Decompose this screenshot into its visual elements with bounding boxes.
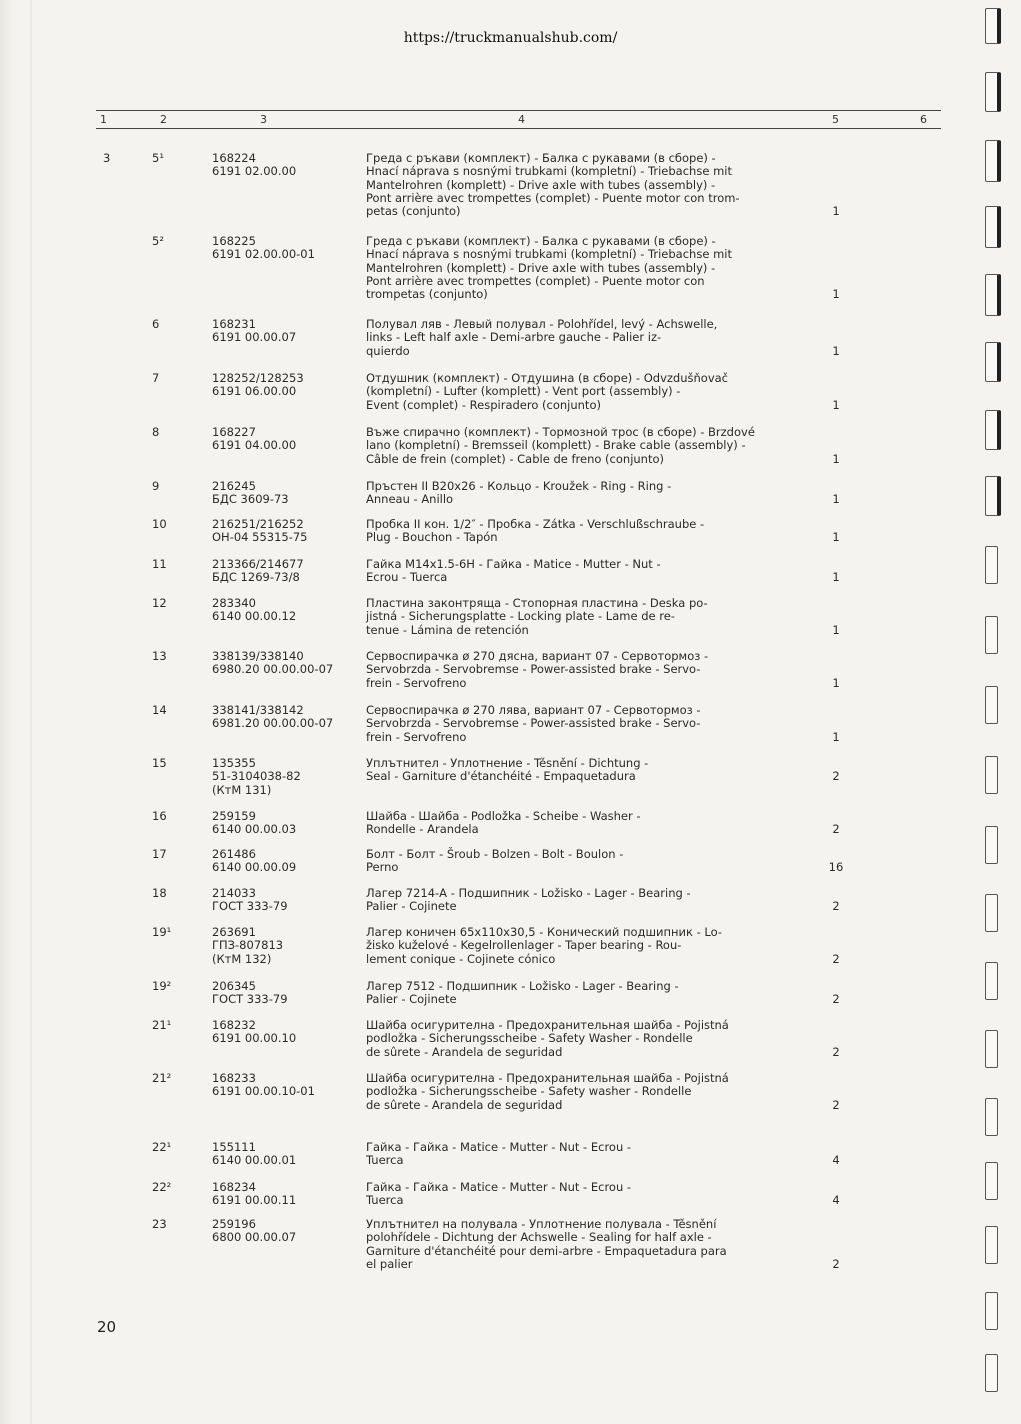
description-line: Лагер 7512 - Подшипник - Ložisko - Lager - Bearing - — [366, 979, 679, 993]
part-number-line: 283340 — [212, 596, 256, 610]
position-number: 22¹ — [152, 1140, 172, 1154]
part-number-line: ГПЗ-807813 — [212, 938, 284, 953]
part-number — [212, 980, 288, 1007]
part-number — [212, 1072, 315, 1099]
part-number-line: 6140 00.00.09 — [212, 860, 297, 875]
quantity: 2 — [832, 1044, 840, 1059]
description-line: Сервоспирачка ø 270 лява, вариант 07 - Сервотормоз - — [366, 703, 701, 717]
description-line: Гайка - Гайка - Matice - Mutter - Nut - Ecrou - — [366, 1140, 632, 1154]
part-number-line: 6980.20 00.00.00-07 — [212, 662, 334, 677]
part-number-line: 338139/338140 — [212, 649, 304, 663]
description-line: Пластина законтряща - Стопорная пластина - Deska po- — [366, 596, 708, 610]
description-line: petas (conjunto) — [366, 204, 461, 219]
part-number — [212, 810, 296, 837]
description-line: polohřídele - Dichtung der Achswelle - Sealing for half axle - — [366, 1230, 712, 1245]
index-tab — [985, 616, 998, 654]
part-description — [366, 426, 802, 466]
part-number-line: 168224 — [212, 151, 256, 165]
part-number — [212, 597, 296, 624]
quantity: 1 — [832, 492, 840, 507]
part-description — [366, 810, 802, 837]
position-number: 21² — [152, 1071, 172, 1085]
part-number — [212, 704, 333, 731]
position-number: 9 — [152, 479, 160, 493]
part-number-line: ОН-04 55315-75 — [212, 530, 308, 545]
part-number-line: 216251/216252 — [212, 517, 304, 531]
quantity: 1 — [832, 287, 840, 302]
part-number — [212, 480, 289, 507]
description-line: jistná - Sicherungsplatte - Locking plate - Lame de re- — [366, 609, 675, 624]
description-line: Pont arrière avec trompettes (complet) - Puente motor con — [366, 273, 705, 288]
quantity: 2 — [832, 899, 840, 914]
part-number-line: 216245 — [212, 479, 256, 493]
part-description — [366, 1141, 802, 1168]
index-tab — [985, 1292, 998, 1330]
part-number-line: 263691 — [212, 925, 256, 939]
position-number: 13 — [152, 649, 167, 663]
description-line: Hnací náprava s nosnými trubkami (kompletní) - Triebachse mit — [366, 247, 732, 262]
part-number-line: 6191 02.00.00-01 — [212, 247, 315, 262]
description-line: trompetas (conjunto) — [366, 287, 488, 302]
description-line: de sûrete - Arandela de seguridad — [366, 1044, 563, 1059]
description-line: Сервоспирачка ø 270 дясна, вариант 07 - Сервотормоз - — [366, 649, 709, 663]
part-number-line: 168231 — [212, 317, 256, 331]
index-tab — [985, 1354, 998, 1392]
quantity: 2 — [832, 1097, 840, 1112]
description-line: quierdo — [366, 343, 410, 358]
part-number — [212, 1019, 296, 1046]
description-line: Tuerca — [366, 1153, 404, 1168]
position-number: 11 — [152, 557, 167, 571]
part-number-line: 51-3104038-82 — [212, 769, 301, 784]
description-line: tenue - Lámina de retención — [366, 622, 529, 637]
part-number-line: 214033 — [212, 886, 256, 900]
description-line: žisko kuželové - Kegelrollenlager - Taper bearing - Rou- — [366, 938, 682, 953]
part-number-line: 259159 — [212, 809, 256, 823]
part-number-line: 6140 00.00.03 — [212, 822, 297, 837]
index-tab — [985, 1162, 998, 1200]
description-line: Ecrou - Tuerca — [366, 570, 448, 585]
part-number-line: 135355 — [212, 756, 256, 770]
description-line: Болт - Болт - Šroub - Bolzen - Bolt - Boulon - — [366, 847, 624, 861]
page-edge-line — [30, 0, 32, 1424]
part-number-line: 168227 — [212, 425, 256, 439]
description-line: Servobrzda - Servobremse - Power-assisted brake - Servo- — [366, 662, 701, 677]
description-line: Rondelle - Arandela — [366, 822, 479, 837]
description-line: Пробка II кон. 1/2″ - Пробка - Zátka - Verschlußschraube - — [366, 517, 705, 531]
part-number-line: ГОСТ 333-79 — [212, 899, 288, 914]
part-number-line: БДС 3609-73 — [212, 492, 289, 507]
part-number — [212, 318, 296, 345]
part-number-line: 6191 00.00.07 — [212, 330, 297, 345]
description-line: Mantelrohren (komplett) - Drive axle with tubes (assembly) - — [366, 177, 716, 192]
description-line: Греда с ръкави (комплект) - Балка с рукавами (в сборе) - — [366, 151, 716, 165]
description-line: de sûrete - Arandela de seguridad — [366, 1097, 563, 1112]
quantity: 1 — [832, 675, 840, 690]
position-number: 15 — [152, 756, 167, 770]
description-line: Pont arrière avec trompettes (complet) - Puente motor con trom- — [366, 190, 740, 205]
quantity: 2 — [832, 1256, 840, 1271]
part-number-line: БДС 1269-73/8 — [212, 570, 300, 585]
part-description — [366, 597, 802, 637]
part-number-line: 338141/338142 — [212, 703, 304, 717]
index-tab — [985, 962, 998, 1000]
part-number-line: 6800 00.00.07 — [212, 1230, 297, 1245]
quantity: 1 — [832, 530, 840, 545]
position-number: 17 — [152, 847, 167, 861]
description-line: el palier — [366, 1256, 413, 1271]
description-line: Seal - Garniture d'étanchéité - Empaquetadura — [366, 769, 636, 784]
part-number — [212, 887, 288, 914]
description-line: Шайба осигурителна - Предохранительная шайба - Pojistná — [366, 1018, 729, 1032]
index-tab — [985, 72, 1001, 112]
part-number-line: (КтМ 131) — [212, 782, 272, 797]
quantity: 1 — [832, 729, 840, 744]
part-description — [366, 1072, 802, 1112]
position-number: 19¹ — [152, 925, 172, 939]
source-url[interactable]: https://truckmanualshub.com/ — [403, 30, 618, 46]
part-number-line: 6191 00.00.11 — [212, 1193, 297, 1208]
description-line: Plug - Bouchon - Tapón — [366, 530, 498, 545]
table-header-top-rule — [96, 110, 941, 111]
description-line: Garniture d'étanchéité pour demi-arbre - Empaquetadura para — [366, 1243, 727, 1258]
part-number — [212, 558, 304, 585]
position-number: 19² — [152, 979, 172, 993]
position-number: 10 — [152, 517, 167, 531]
description-line: Въже спирачно (комплект) - Тормозной трос (в сборе) - Brzdové — [366, 425, 755, 439]
index-tab — [985, 410, 1001, 450]
part-number-line: 6191 06.00.00 — [212, 384, 297, 399]
part-description — [366, 152, 802, 218]
part-description — [366, 518, 802, 545]
part-number-line: 168232 — [212, 1018, 256, 1032]
quantity: 1 — [832, 570, 840, 585]
description-line: lano (kompletní) - Bremsseil (komplett) - Brake cable (assembly) - — [366, 438, 746, 453]
part-number-line: 6981.20 00.00.00-07 — [212, 716, 334, 731]
part-description — [366, 318, 802, 358]
description-line: Tuerca — [366, 1193, 404, 1208]
position-number: 18 — [152, 886, 167, 900]
description-line: Отдушник (комплект) - Отдушина (в сборе) - Odvzdušňovač — [366, 371, 728, 385]
part-description — [366, 558, 802, 585]
position-number: 22² — [152, 1180, 172, 1194]
part-description — [366, 235, 802, 301]
description-line: Câble de frein (complet) - Cable de freno (conjunto) — [366, 451, 664, 466]
col-header-6: 6 — [920, 113, 927, 126]
index-tab — [985, 274, 1001, 316]
position-number: 21¹ — [152, 1018, 172, 1032]
description-line: Perno — [366, 860, 399, 875]
quantity: 4 — [832, 1193, 840, 1208]
index-tab — [985, 476, 1001, 516]
index-tab — [985, 1098, 998, 1136]
index-tab — [985, 826, 998, 864]
description-line: Hnací náprava s nosnými trubkami (kompletní) - Triebachse mit — [366, 164, 732, 179]
index-tab — [985, 1030, 998, 1068]
part-number — [212, 848, 296, 875]
part-number — [212, 650, 333, 677]
position-number: 6 — [152, 317, 160, 331]
description-line: Уплътнител - Уплотнение - Těsnění - Dichtung - — [366, 756, 649, 770]
description-line: (kompletní) - Lufter (komplett) - Vent port (assembly) - — [366, 384, 681, 399]
part-description — [366, 704, 802, 744]
description-line: Anneau - Anillo — [366, 492, 454, 507]
description-line: podložka - Sicherungsscheibe - Safety washer - Rondelle — [366, 1084, 692, 1099]
description-line: Уплътнител на полувала - Уплотнение полувала - Těsnění — [366, 1217, 717, 1231]
part-description — [366, 650, 802, 690]
index-tab — [985, 686, 998, 724]
position-number: 5¹ — [152, 151, 164, 165]
part-number — [212, 757, 301, 797]
part-number-line: 168225 — [212, 234, 256, 248]
index-tab — [985, 342, 1001, 382]
index-tab — [985, 140, 1001, 182]
part-description — [366, 1181, 802, 1208]
part-number-line: 6140 00.00.01 — [212, 1153, 297, 1168]
quantity: 1 — [832, 343, 840, 358]
description-line: lement conique - Cojinete cónico — [366, 951, 556, 966]
quantity: 1 — [832, 397, 840, 412]
index-tab — [985, 546, 998, 584]
part-description — [366, 757, 802, 784]
col-header-5: 5 — [832, 113, 839, 126]
part-number-line: 6191 02.00.00 — [212, 164, 297, 179]
part-number-line: 261486 — [212, 847, 256, 861]
part-number-line: 6191 04.00.00 — [212, 438, 297, 453]
description-line: podložka - Sicherungsscheibe - Safety Washer - Rondelle — [366, 1031, 693, 1046]
description-line: frein - Servofreno — [366, 729, 467, 744]
part-number — [212, 1218, 296, 1245]
part-number-line: 259196 — [212, 1217, 256, 1231]
index-tab — [985, 894, 998, 932]
description-line: Шайба осигурителна - Предохранительная шайба - Pojistná — [366, 1071, 729, 1085]
description-line: Лагер 7214-A - Подшипник - Ložisko - Lager - Bearing - — [366, 886, 691, 900]
description-line: Гайка - Гайка - Matice - Mutter - Nut - Ecrou - — [366, 1180, 632, 1194]
page-edge-shadow — [0, 0, 14, 1424]
description-line: Лагер коничен 65x110x30,5 - Конический подшипник - Lo- — [366, 925, 723, 939]
page-number: 20 — [97, 1318, 117, 1336]
part-number — [212, 426, 296, 453]
part-number — [212, 518, 308, 545]
part-description — [366, 887, 802, 914]
description-line: Гайка M14x1.5-6H - Гайка - Matice - Mutter - Nut - — [366, 557, 661, 571]
part-number — [212, 926, 283, 966]
description-line: Греда с ръкави (комплект) - Балка с рукавами (в сборе) - — [366, 234, 716, 248]
position-number: 8 — [152, 425, 160, 439]
part-number-line: 6191 00.00.10-01 — [212, 1084, 315, 1099]
part-number-line: 6191 00.00.10 — [212, 1031, 297, 1046]
part-number-line: 168234 — [212, 1180, 256, 1194]
col-header-1: 1 — [100, 113, 107, 126]
part-number — [212, 372, 304, 399]
part-number — [212, 235, 315, 262]
part-description — [366, 480, 802, 507]
description-line: Mantelrohren (komplett) - Drive axle with tubes (assembly) - — [366, 260, 716, 275]
part-number-line: (КтМ 132) — [212, 951, 272, 966]
quantity: 2 — [832, 992, 840, 1007]
quantity: 2 — [832, 822, 840, 837]
part-description — [366, 1218, 802, 1271]
quantity: 1 — [832, 451, 840, 466]
col-header-3: 3 — [260, 113, 267, 126]
position-number: 14 — [152, 703, 167, 717]
description-line: Event (complet) - Respiradero (conjunto) — [366, 397, 601, 412]
part-number-line: 213366/214677 — [212, 557, 304, 571]
group-number: 3 — [103, 151, 111, 165]
description-line: Palier - Cojinete — [366, 992, 457, 1007]
index-tab — [985, 206, 1001, 248]
index-tab — [985, 756, 998, 794]
part-number — [212, 1141, 296, 1168]
part-number-line: 168233 — [212, 1071, 256, 1085]
part-number-line: 155111 — [212, 1140, 256, 1154]
part-description — [366, 980, 802, 1007]
quantity: 1 — [832, 204, 840, 219]
index-tab — [985, 1226, 998, 1264]
quantity: 2 — [832, 769, 840, 784]
table-header-bottom-rule — [96, 128, 941, 129]
description-line: links - Left half axle - Demi-arbre gauche - Palier iz- — [366, 330, 662, 345]
position-number: 16 — [152, 809, 167, 823]
description-line: Пръстен II B20x26 - Кольцо - Kroužek - Ring - Ring - — [366, 479, 672, 493]
position-number: 5² — [152, 234, 164, 248]
position-number: 23 — [152, 1217, 167, 1231]
part-number-line: 128252/128253 — [212, 371, 304, 385]
part-description — [366, 372, 802, 412]
quantity: 16 — [828, 860, 844, 875]
col-header-2: 2 — [160, 113, 167, 126]
part-number — [212, 152, 296, 179]
part-description — [366, 1019, 802, 1059]
description-line: Palier - Cojinete — [366, 899, 457, 914]
quantity: 4 — [832, 1153, 840, 1168]
position-number: 12 — [152, 596, 167, 610]
part-number-line: 206345 — [212, 979, 256, 993]
description-line: Servobrzda - Servobremse - Power-assisted brake - Servo- — [366, 716, 701, 731]
part-description — [366, 848, 802, 875]
col-header-4: 4 — [518, 113, 525, 126]
quantity: 1 — [832, 622, 840, 637]
part-number-line: 6140 00.00.12 — [212, 609, 297, 624]
position-number: 7 — [152, 371, 160, 385]
quantity: 2 — [832, 951, 840, 966]
description-line: frein - Servofreno — [366, 675, 467, 690]
part-description — [366, 926, 802, 966]
part-number-line: ГОСТ 333-79 — [212, 992, 288, 1007]
part-number — [212, 1181, 296, 1208]
description-line: Полувал ляв - Левый полувал - Polohřídel, levý - Achswelle, — [366, 317, 718, 331]
index-tab — [985, 8, 1001, 44]
description-line: Шайба - Шайба - Podložka - Scheibe - Washer - — [366, 809, 641, 823]
